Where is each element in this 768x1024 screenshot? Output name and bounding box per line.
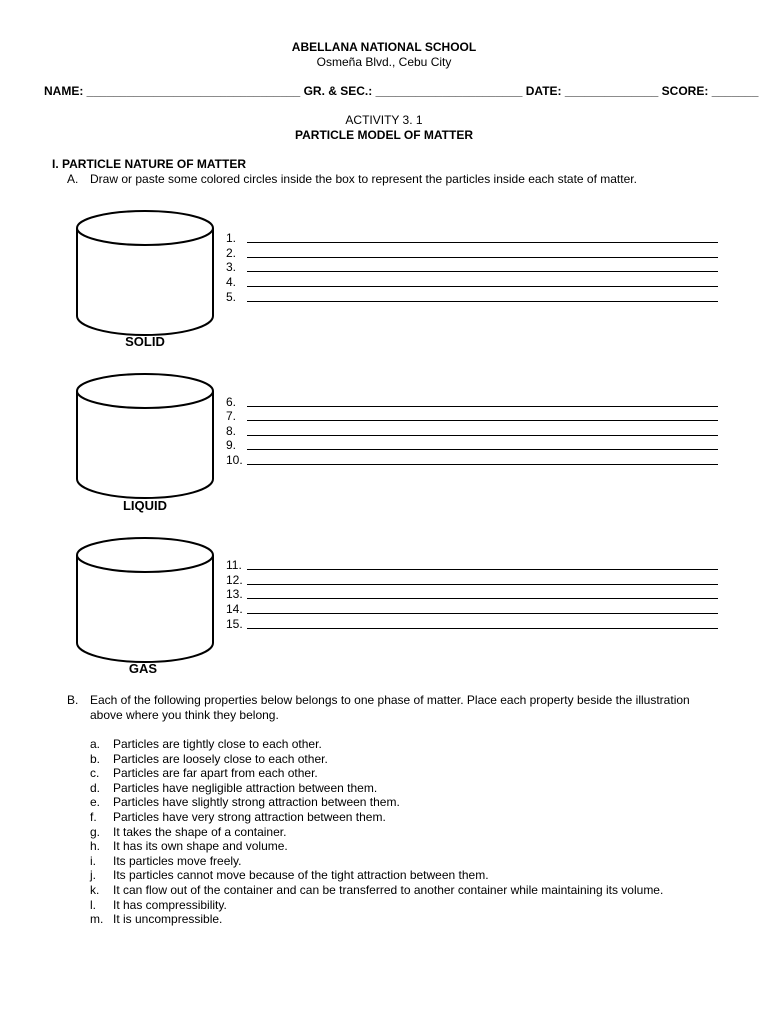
activity-number: ACTIVITY 3. 1: [345, 113, 423, 127]
score-label: SCORE:: [661, 84, 709, 98]
answer-line[interactable]: [226, 453, 718, 468]
part-b-instructions-line1: Each of the following properties below belongs to one phase of matter. Place each property beside the illustration: [90, 693, 690, 707]
property-text: It can flow out of the container and can be transferred to another container while maintaining its volume.: [113, 883, 664, 897]
property-text: It has compressibility.: [113, 898, 227, 912]
answer-line[interactable]: [226, 438, 718, 453]
line-number: 8.: [226, 424, 237, 438]
part-b-letter: B.: [67, 693, 79, 707]
answer-line[interactable]: [226, 573, 718, 588]
student-info-line: [44, 84, 758, 98]
school-name: ABELLANA NATIONAL SCHOOL: [291, 40, 477, 54]
answer-line[interactable]: [226, 395, 718, 410]
property-letter: f.: [90, 810, 97, 824]
line-number: 13.: [226, 587, 243, 601]
score-field[interactable]: _______: [711, 84, 759, 98]
property-letter: i.: [90, 854, 96, 868]
line-number: 11.: [226, 558, 242, 572]
name-label: NAME:: [44, 84, 84, 98]
line-number: 12.: [226, 573, 243, 587]
grade-section-label: GR. & SEC.:: [303, 84, 373, 98]
property-letter: a.: [90, 737, 101, 751]
property-letter: g.: [90, 825, 101, 839]
answer-line[interactable]: [226, 587, 718, 602]
phase-label-gas: GAS: [128, 661, 158, 676]
line-number: 9.: [226, 438, 237, 452]
property-text: Particles have slightly strong attraction between them.: [113, 795, 400, 809]
line-number: 2.: [226, 246, 237, 260]
activity-title: PARTICLE MODEL OF MATTER: [295, 128, 473, 142]
line-number: 15.: [226, 617, 243, 631]
line-number: 14.: [226, 602, 243, 616]
school-address: Osmeña Blvd., Cebu City: [316, 55, 452, 69]
answer-line[interactable]: [226, 424, 718, 439]
answer-line[interactable]: [226, 231, 718, 246]
solid-cylinder-drawing[interactable]: [74, 208, 218, 338]
date-field[interactable]: ______________: [564, 84, 659, 98]
line-number: 4.: [226, 275, 237, 289]
property-letter: l.: [90, 898, 96, 912]
property-letter: m.: [90, 912, 104, 926]
property-text: Its particles move freely.: [113, 854, 242, 868]
answer-line[interactable]: [226, 558, 718, 573]
property-letter: c.: [90, 766, 100, 780]
answer-line[interactable]: [226, 246, 718, 261]
property-letter: h.: [90, 839, 101, 853]
property-text: Particles are loosely close to each other.: [113, 752, 328, 766]
line-number: 10.: [226, 453, 243, 467]
gas-cylinder-drawing[interactable]: [74, 535, 218, 665]
answer-line[interactable]: [226, 275, 718, 290]
property-text: Particles are far apart from each other.: [113, 766, 318, 780]
answer-line[interactable]: [226, 260, 718, 275]
property-text: Particles have very strong attraction between them.: [113, 810, 386, 824]
property-letter: k.: [90, 883, 100, 897]
line-number: 1.: [226, 231, 237, 245]
property-text: It is uncompressible.: [113, 912, 223, 926]
line-number: 5.: [226, 290, 237, 304]
liquid-cylinder-drawing[interactable]: [74, 371, 218, 501]
property-letter: b.: [90, 752, 101, 766]
property-text: It has its own shape and volume.: [113, 839, 288, 853]
part-a-letter: A.: [67, 172, 79, 186]
part-b-instructions-line2: above where you think they belong.: [90, 708, 279, 722]
answer-line[interactable]: [226, 409, 718, 424]
phase-label-solid: SOLID: [125, 334, 165, 349]
answer-line[interactable]: [226, 290, 718, 305]
date-label: DATE:: [525, 84, 562, 98]
line-number: 6.: [226, 395, 237, 409]
property-letter: j.: [90, 868, 96, 882]
part-a-instructions: Draw or paste some colored circles inside the box to represent the particles inside each state of matter.: [90, 172, 637, 186]
property-text: Its particles cannot move because of the tight attraction between them.: [113, 868, 489, 882]
property-letter: e.: [90, 795, 101, 809]
name-field[interactable]: ________________________________: [86, 84, 301, 98]
property-text: It takes the shape of a container.: [113, 825, 287, 839]
property-letter: d.: [90, 781, 101, 795]
answer-line[interactable]: [226, 617, 718, 632]
grade-section-field[interactable]: ______________________: [375, 84, 523, 98]
line-number: 7.: [226, 409, 237, 423]
line-number: 3.: [226, 260, 237, 274]
answer-line[interactable]: [226, 602, 718, 617]
property-text: Particles are tightly close to each other.: [113, 737, 322, 751]
section-heading: I. PARTICLE NATURE OF MATTER: [52, 157, 246, 171]
phase-label-liquid: LIQUID: [122, 498, 168, 513]
property-text: Particles have negligible attraction between them.: [113, 781, 378, 795]
